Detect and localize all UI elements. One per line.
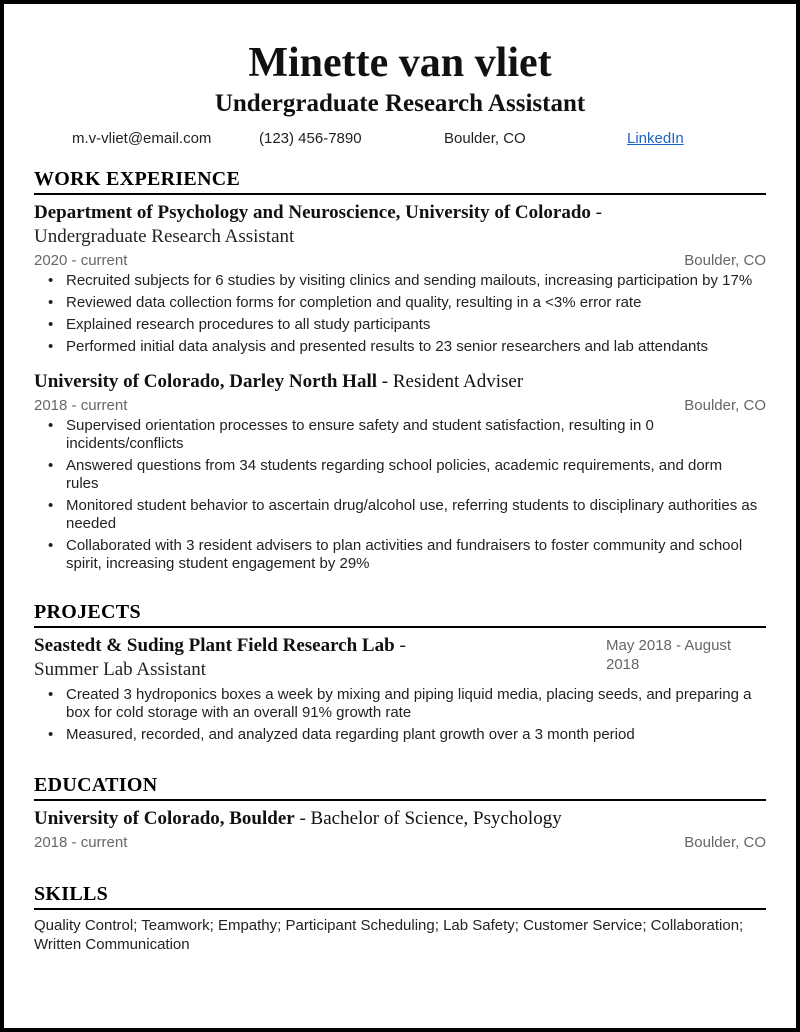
contact-email: m.v-vliet@email.com <box>72 130 212 147</box>
list-item: • Answered questions from 34 students regarding school policies, academic requirements, and dorm rules <box>34 457 766 493</box>
skills-list: Quality Control; Teamwork; Empathy; Participant Scheduling; Lab Safety; Customer Service; Collaboration; Written Communication <box>34 917 744 953</box>
contact-phone: (123) 456-7890 <box>259 130 362 147</box>
project-entry <box>34 634 766 744</box>
section-heading-skills: SKILLS <box>34 881 766 910</box>
project-bullets <box>34 686 766 744</box>
education-school: University of Colorado, Boulder <box>34 808 295 829</box>
job-dates: 2020 - current <box>34 252 128 269</box>
project-header <box>34 634 766 682</box>
education-separator: - <box>299 808 306 829</box>
job-entry <box>34 370 766 573</box>
list-item: • Supervised orientation processes to ensure safety and student satisfaction, resulting in 0 incidents/conflicts <box>34 417 766 453</box>
job-location: Boulder, CO <box>684 252 766 269</box>
project-title-block <box>34 634 594 682</box>
section-heading-education: EDUCATION <box>34 772 766 801</box>
section-heading-work: WORK EXPERIENCE <box>34 166 766 195</box>
job-meta <box>34 396 766 416</box>
section-heading-projects: PROJECTS <box>34 599 766 628</box>
contact-bar <box>34 130 766 156</box>
list-item: • Reviewed data collection forms for completion and quality, resulting in a <3% error rate <box>34 294 766 312</box>
project-dates: May 2018 - August 2018 <box>606 637 732 673</box>
list-item: • Explained research procedures to all study participants <box>34 316 766 334</box>
job-dates: 2018 - current <box>34 397 128 414</box>
job-bullets <box>34 417 766 573</box>
job-organization: Department of Psychology and Neuroscience, University of Colorado <box>34 202 591 223</box>
education-dates: 2018 - current <box>34 834 128 851</box>
project-separator: - <box>399 635 406 656</box>
job-separator: - <box>595 202 602 223</box>
list-item: • Measured, recorded, and analyzed data regarding plant growth over a 3 month period <box>34 726 766 744</box>
education-meta <box>34 833 766 853</box>
candidate-title: Undergraduate Research Assistant <box>214 90 586 117</box>
job-role: Undergraduate Research Assistant <box>34 226 295 247</box>
education-header <box>34 807 766 831</box>
candidate-name: Minette van vliet <box>248 40 552 86</box>
education-degree: Bachelor of Science, Psychology <box>310 808 562 829</box>
job-location: Boulder, CO <box>684 397 766 414</box>
job-header <box>34 370 766 394</box>
list-item: • Collaborated with 3 resident advisers to plan activities and fundraisers to foster community and school spirit, increasing student engagement by 29% <box>34 537 766 573</box>
list-item: • Recruited subjects for 6 studies by visiting clinics and sending mailouts, increasing participation by 17% <box>34 272 766 290</box>
job-meta <box>34 251 766 271</box>
list-item: • Monitored student behavior to ascertain drug/alcohol use, referring students to disciplinary authorities as needed <box>34 497 766 533</box>
project-name: Seastedt & Suding Plant Field Research Lab <box>34 635 395 656</box>
job-entry <box>34 201 766 356</box>
linkedin-link[interactable]: LinkedIn <box>627 130 684 147</box>
job-bullets <box>34 272 766 356</box>
job-role: Resident Adviser <box>392 371 524 392</box>
job-separator: - <box>381 371 389 392</box>
list-item: • Performed initial data analysis and presented results to 23 senior researchers and lab attendants <box>34 338 766 356</box>
job-organization: University of Colorado, Darley North Hall <box>34 371 378 392</box>
education-location: Boulder, CO <box>684 834 766 851</box>
project-title-line <box>34 634 594 658</box>
job-header <box>34 201 766 225</box>
project-role: Summer Lab Assistant <box>34 659 207 680</box>
contact-location: Boulder, CO <box>444 130 526 147</box>
list-item: • Created 3 hydroponics boxes a week by mixing and piping liquid media, placing seeds, and preparing a box for cold storage with an overall 91% growth rate <box>34 686 766 722</box>
education-entry <box>34 807 766 853</box>
